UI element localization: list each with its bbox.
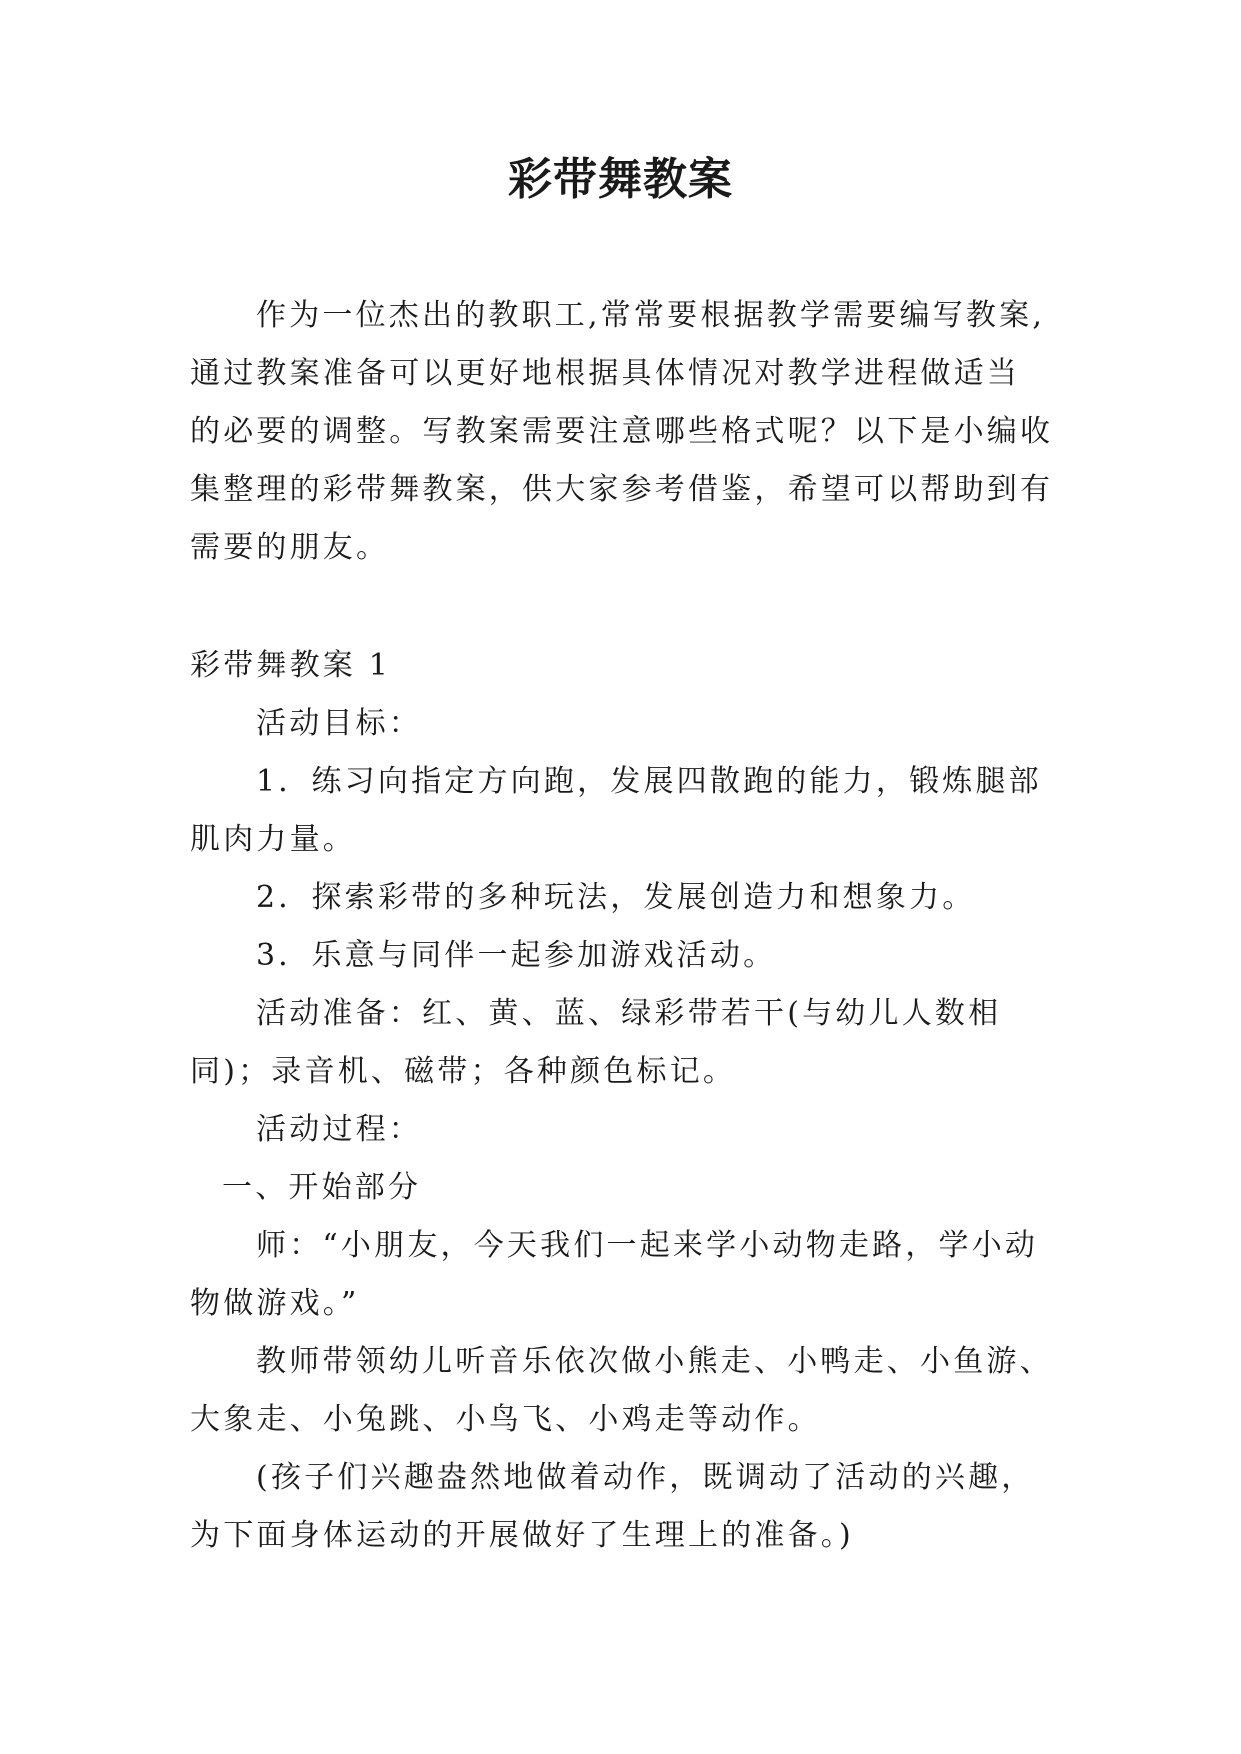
document-title: 彩带舞教案 (508, 154, 733, 205)
intro-line-1: 作为一位杰出的教职工,常常要根据教学需要编写教案, (256, 298, 1046, 333)
intro-line-3: 的必要的调整。写教案需要注意哪些格式呢？以下是小编收 (190, 414, 1054, 449)
goals-heading: 活动目标： (256, 706, 422, 741)
intro-line-4: 集整理的彩带舞教案，供大家参考借鉴，希望可以帮助到有 (190, 472, 1054, 507)
activity-line-1: 教师带领幼儿听音乐依次做小熊走、小鸭走、小鱼游、 (256, 1344, 1053, 1379)
teacher-line-1: 师：“小朋友，今天我们一起来学小动物走路，学小动 (256, 1228, 1039, 1263)
goal-1-line-1: 1．练习向指定方向跑，发展四散跑的能力，锻炼腿部 (256, 764, 1042, 799)
prep-line-2: 同)；录音机、磁带；各种颜色标记。 (190, 1054, 737, 1089)
goal-2: 2．探索彩带的多种玩法，发展创造力和想象力。 (256, 880, 976, 915)
note-line-2: 为下面身体运动的开展做好了生理上的准备。) (190, 1518, 854, 1553)
note-line-1: (孩子们兴趣盎然地做着动作，既调动了活动的兴趣， (256, 1460, 1035, 1495)
goal-1-line-2: 肌肉力量。 (190, 822, 356, 857)
section-heading: 彩带舞教案 1 (190, 648, 392, 683)
goal-3: 3．乐意与同伴一起参加游戏活动。 (256, 938, 777, 973)
activity-line-2: 大象走、小兔跳、小鸟飞、小鸡走等动作。 (190, 1402, 821, 1437)
intro-line-2: 通过教案准备可以更好地根据具体情况对教学进程做适当 (190, 356, 1020, 391)
part-one-heading: 一、开始部分 (222, 1170, 422, 1205)
process-heading: 活动过程： (256, 1112, 422, 1147)
prep-line-1: 活动准备：红、黄、蓝、绿彩带若干(与幼儿人数相 (256, 996, 1002, 1031)
intro-line-5: 需要的朋友。 (190, 530, 390, 565)
teacher-line-2: 物做游戏。” (190, 1286, 360, 1321)
